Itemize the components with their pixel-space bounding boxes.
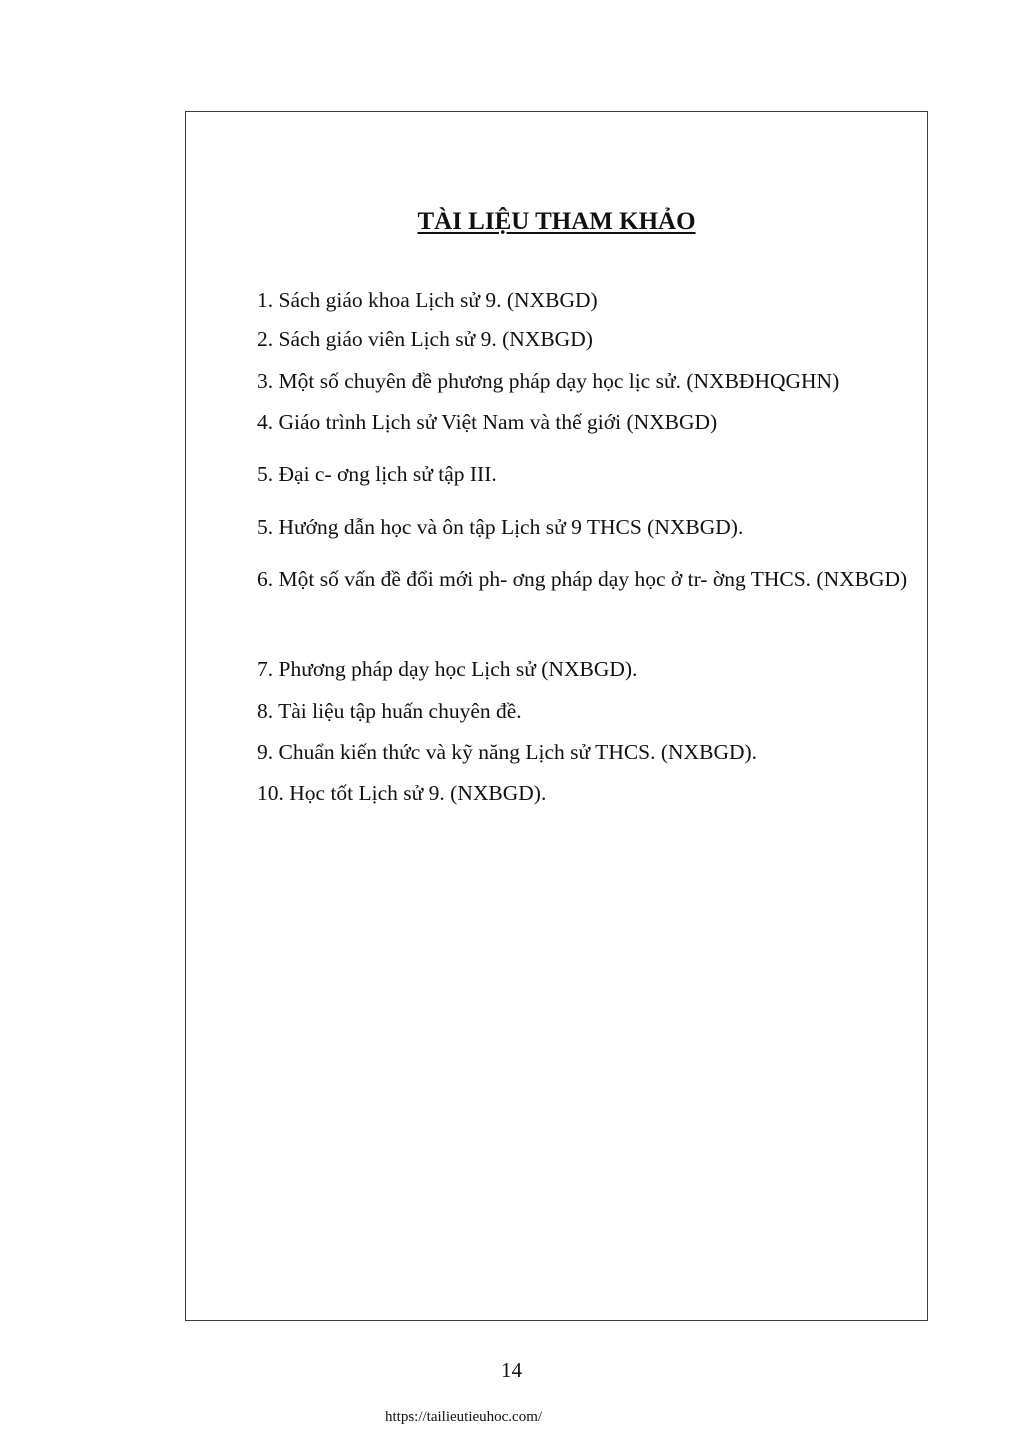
reference-item: 9. Chuẩn kiến thức và kỹ năng Lịch sử THCS. (NXBGD). <box>257 740 758 764</box>
reference-item: 5. Đại c- ơng lịch sử tập III. <box>257 462 497 486</box>
reference-item: 1. Sách giáo khoa Lịch sử 9. (NXBGD) <box>257 288 598 312</box>
page-frame <box>185 111 928 1321</box>
page-title: TÀI LIỆU THAM KHẢO <box>417 208 696 235</box>
reference-item: 3. Một số chuyên đề phương pháp dạy học lịc sử. (NXBĐHQGHN) <box>257 369 840 393</box>
reference-item: 7. Phương pháp dạy học Lịch sử (NXBGD). <box>257 657 638 681</box>
page-number: 14 <box>501 1358 522 1382</box>
footer-url[interactable]: https://tailieutieuhoc.com/ <box>385 1409 543 1425</box>
reference-item: 5. Hướng dẫn học và ôn tập Lịch sử 9 THCS (NXBGD). <box>257 515 744 539</box>
reference-item: 2. Sách giáo viên Lịch sử 9. (NXBGD) <box>257 327 593 351</box>
reference-item: 10. Học tốt Lịch sử 9. (NXBGD). <box>257 781 547 805</box>
reference-item: 6. Một số vấn đề đổi mới ph- ơng pháp dạy học ở tr- ờng THCS. (NXBGD) <box>257 567 908 591</box>
reference-item: 4. Giáo trình Lịch sử Việt Nam và thế giới (NXBGD) <box>257 410 718 434</box>
reference-item: 8. Tài liệu tập huấn chuyên đề. <box>257 699 522 723</box>
